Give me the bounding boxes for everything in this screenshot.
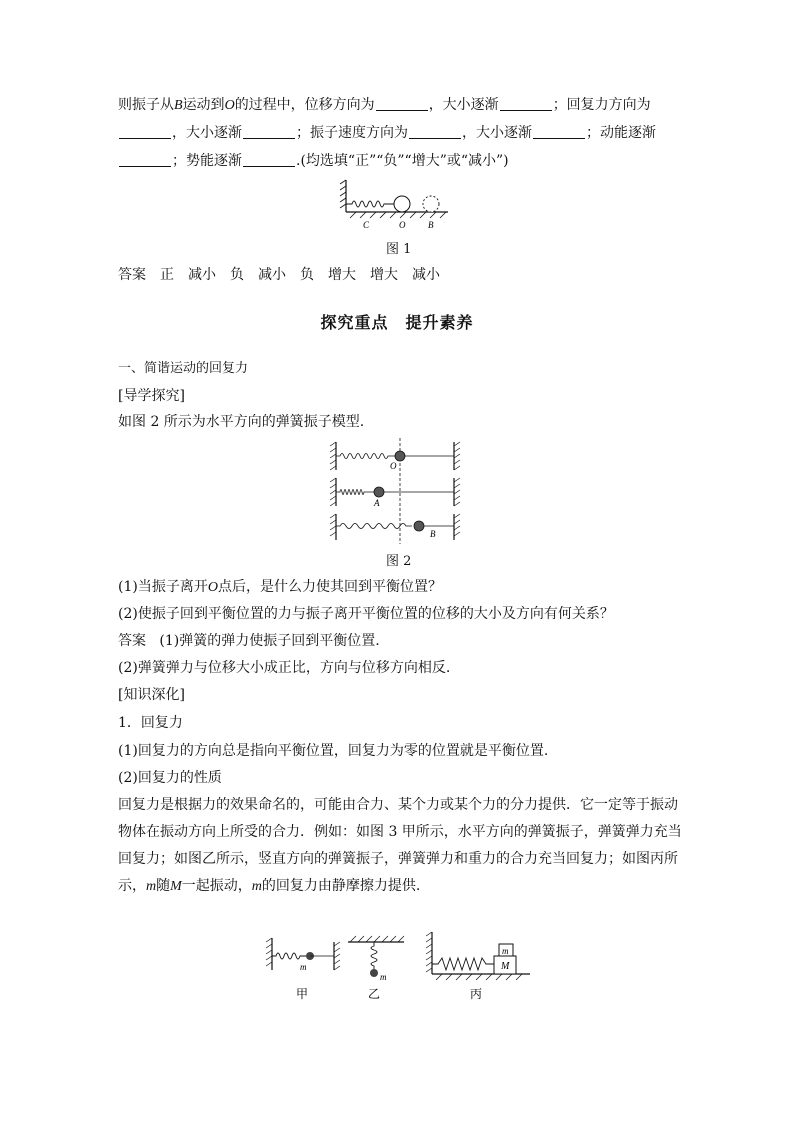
label-b: B [428,220,434,230]
label-bing-M: M [501,961,510,972]
figure-3-yi [348,936,404,1001]
blank [533,125,585,139]
answer-label: 答案 [118,633,146,649]
label-o: O [390,461,397,471]
figure-2-spring-models [326,438,466,544]
paragraph-line-3: 回复力；如图乙所示，竖直方向的弹簧振子，弹簧弹力和重力的合力充当回复力；如图丙所 [118,851,678,867]
blank [409,125,461,139]
section-heading: 探究重点 提升素养 [320,313,474,332]
blank [376,97,428,111]
paragraph-line-2: 物体在振动方向上所受的合力．例如：如图 3 甲所示，水平方向的弹簧振子，弹簧弹力充当 [118,824,682,840]
figure-3-jia [266,938,340,1001]
label-b: B [430,529,436,539]
knowledge-tag: [知识深化] [118,687,185,703]
paragraph-line-1: 回复力是根据力的效果命名的，可能由合力、某个力或某个力的分力提供．它一定等于振动 [118,797,678,813]
question-line-3: ；势能逐渐 .(均选填“正”“负”“增大”或“减小”) [118,152,509,170]
answer-2-line-2: (2)弹簧弹力与位移大小成正比，方向与位移方向相反. [118,660,451,676]
point-1-2: (2)回复力的性质 [118,770,222,786]
guided-intro: 如图 2 所示为水平方向的弹簧振子模型. [118,414,365,430]
caption-yi: 乙 [368,987,381,1001]
caption-jia: 甲 [296,987,309,1001]
blank [119,153,171,167]
label-jia-m: m [300,962,307,972]
blank [119,125,171,139]
figure-1-spring-oscillator [338,176,458,232]
question-line-2: ，大小逐渐 ；振子速度方向为 ，大小逐渐 ；动能逐渐 [118,124,656,142]
answer-label: 答案 [118,267,146,283]
subsection-title: 一、简谐运动的回复力 [118,361,249,376]
question-2: (2)使振子回到平衡位置的力与振子离开平衡位置的位移的大小及方向有何关系？ [118,606,614,622]
figure-2-caption: 图 2 [386,554,412,569]
label-yi-m: m [380,972,387,982]
label-o: O [399,220,406,230]
question-1: (1)当振子离开O点后，是什么力使其回到平衡位置？ [118,579,442,595]
label-a: A [374,498,380,508]
paragraph-line-4: 示，m随M一起振动，m的回复力由静摩擦力提供. [118,878,421,894]
answer-2-line-1: 答案 (1)弹簧的弹力使振子回到平衡位置. [118,633,380,649]
answer-1: 答案 正 减小 负 减小 负 增大 增大 减小 [118,267,440,283]
label-c: C [363,220,370,230]
figure-3-oscillator-types [262,928,538,1006]
point-1-1: (1)回复力的方向总是指向平衡位置，回复力为零的位置就是平衡位置. [118,743,549,759]
figure-3-bing [426,932,530,1001]
guided-tag: [导学探究] [118,388,185,404]
point-1-title: 1．回复力 [118,715,183,731]
caption-bing: 丙 [470,987,483,1001]
blank [500,97,552,111]
figure-1-caption: 图 1 [386,242,412,257]
label-bing-m: m [502,946,509,956]
question-line-1: 则振子从B运动到O的过程中，位移方向为 ，大小逐渐 ；回复力方向为 [118,97,651,113]
blank [243,153,295,167]
blank [243,125,295,139]
